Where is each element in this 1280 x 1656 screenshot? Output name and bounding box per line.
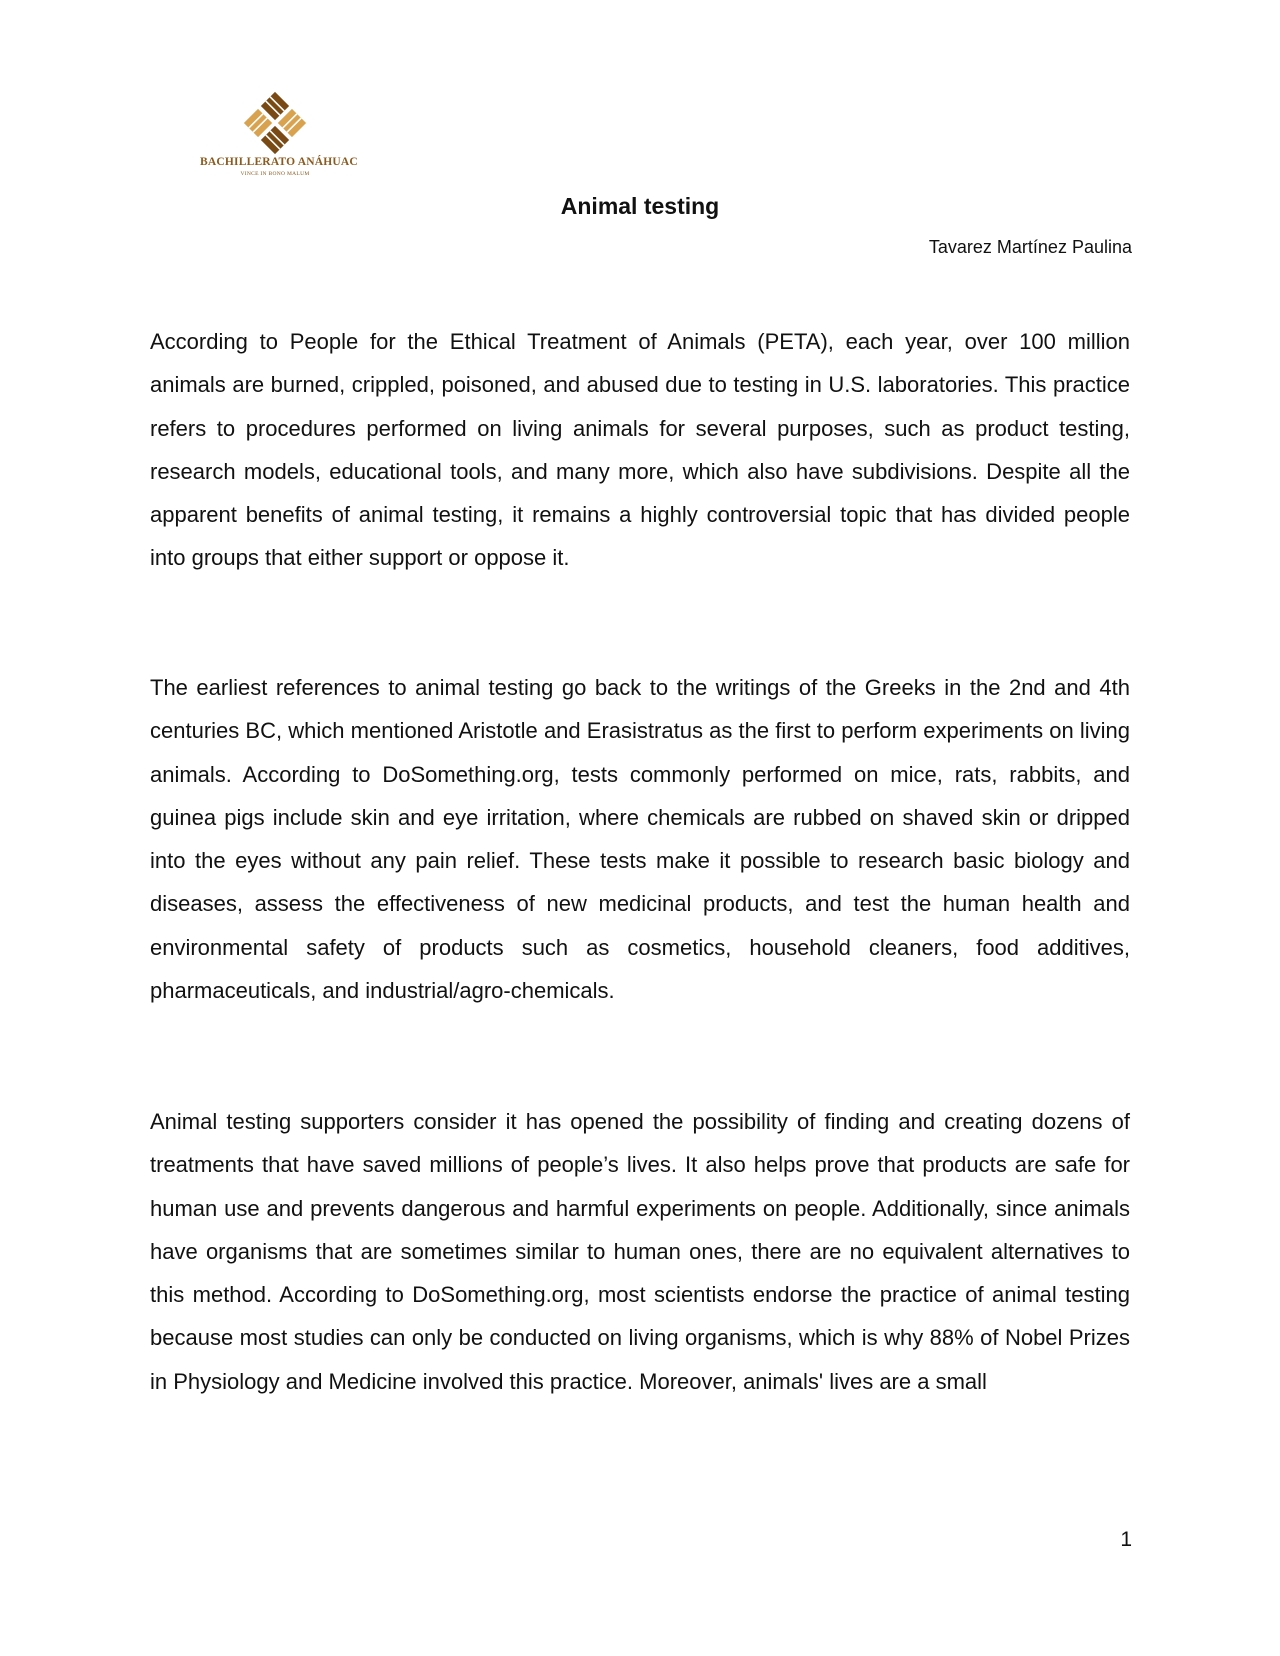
- document-title: Animal testing: [560, 193, 720, 219]
- school-logo: [200, 88, 358, 180]
- paragraph-history: The earliest references to animal testing go back to the writings of the Greeks in the 2nd and 4th centuries BC, which mentioned Aristotle and Erasistratus as the first to perform experiments on living animals. According to DoSomething.org, tests commonly performed on mice, rats, rabbits, and guinea pigs include skin and eye irritation, where chemicals are rubbed on shaved skin or dripped into the eyes without any pain relief. These tests make it possible to research basic biology and diseases, assess the effectiveness of new medicinal products, and test the human health and environmental safety of products such as cosmetics, household cleaners, food additives, pharmaceuticals, and industrial/agro-chemicals.: [150, 675, 1130, 1004]
- paragraph-supporters: Animal testing supporters consider it has opened the possibility of finding and creating dozens of treatments that have saved millions of people’s lives. It also helps prove that products are safe for human use and prevents dangerous and harmful experiments on people. Additionally, since animals have organisms that are sometimes similar to human ones, there are no equivalent alternatives to this method. According to DoSomething.org, most scientists endorse the practice of animal testing because most studies can only be conducted on living organisms, which is why 88% of Nobel Prizes in Physiology and Medicine involved this practice. Moreover, animals' lives are a small: [150, 1109, 1130, 1394]
- interlocking-diamond-logo-icon: [238, 88, 312, 158]
- logo-school-name: BACHILLERATO ANÁHUAC: [200, 156, 358, 168]
- page-number: 1: [1120, 1528, 1132, 1551]
- logo-motto: VINCE IN BONO MALUM: [240, 171, 310, 177]
- author-name: Tavarez Martínez Paulina: [928, 237, 1132, 257]
- paragraph-introduction: According to People for the Ethical Treatment of Animals (PETA), each year, over 100 million animals are burned, crippled, poisoned, and abused due to testing in U.S. laboratories. This practice refers to procedures performed on living animals for several purposes, such as product testing, research models, educational tools, and many more, which also have subdivisions. Despite all the apparent benefits of animal testing, it remains a highly controversial topic that has divided people into groups that either support or oppose it.: [150, 329, 1130, 571]
